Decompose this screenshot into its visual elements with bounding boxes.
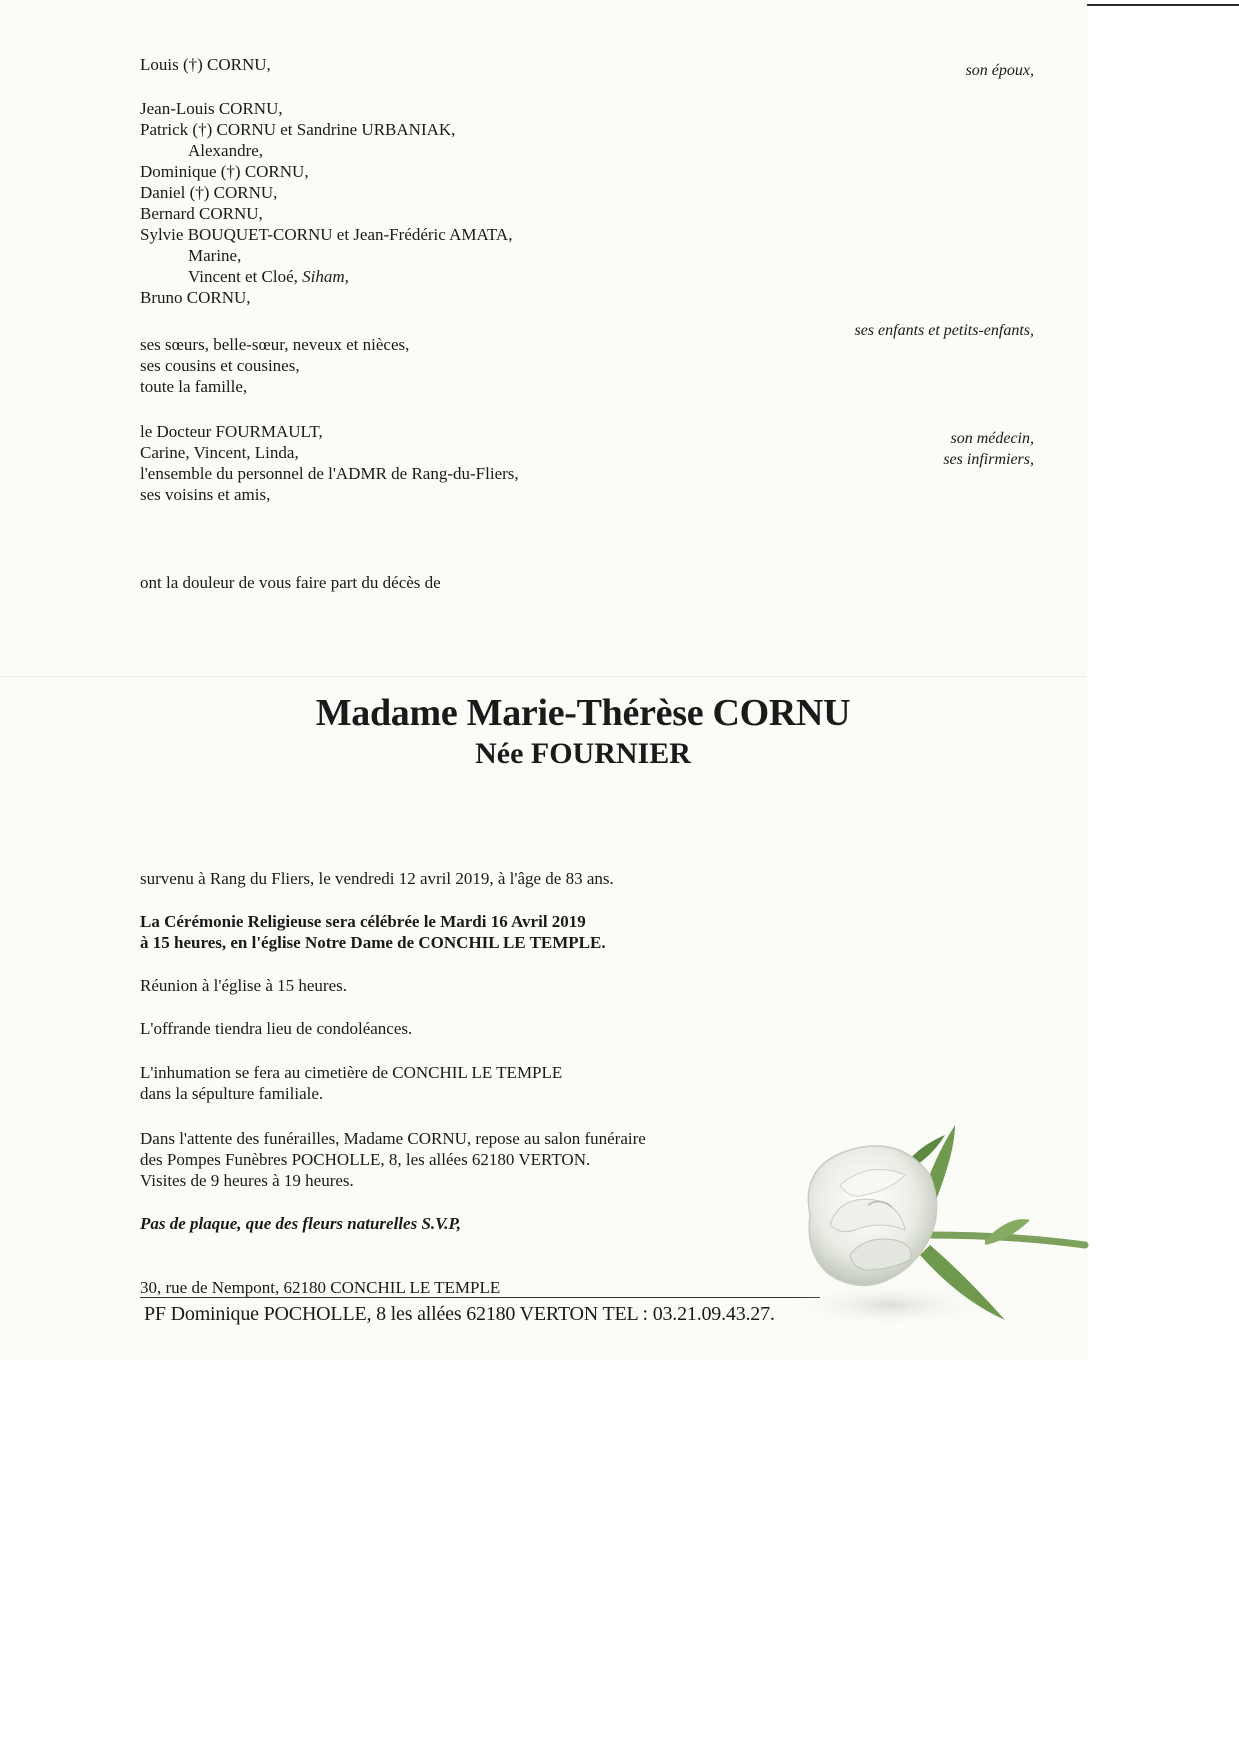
- grandchildren-names: Vincent et Cloé,: [188, 267, 298, 286]
- ceremony-line-2: à 15 heures, en l'église Notre Dame de CONCHIL LE TEMPLE.: [140, 933, 606, 952]
- funeral-home-contact: PF Dominique POCHOLLE, 8 les allées 62180 VERTON TEL : 03.21.09.43.27.: [144, 1303, 775, 1325]
- scan-edge-line: [1087, 4, 1239, 6]
- grandchild-siham: Siham,: [302, 267, 349, 286]
- line-neighbours: ses voisins et amis,: [140, 485, 271, 504]
- burial-line-2: dans la sépulture familiale.: [140, 1084, 324, 1103]
- line-spouse: Louis (†) CORNU,: [140, 55, 271, 74]
- footer-divider: [140, 1297, 820, 1298]
- line-nurses: Carine, Vincent, Linda,: [140, 443, 299, 462]
- line-child-2: Patrick (†) CORNU et Sandrine URBANIAK,: [140, 120, 456, 139]
- relation-children: ses enfants et petits-enfants,: [854, 322, 1034, 339]
- gathering-info: Réunion à l'église à 15 heures.: [140, 976, 348, 995]
- relation-nurses: ses infirmiers,: [943, 451, 1034, 468]
- line-family: toute la famille,: [140, 377, 248, 396]
- white-rose-illustration: [780, 1105, 1090, 1345]
- burial-line-1: L'inhumation se fera au cimetière de CONCHIL LE TEMPLE: [140, 1063, 563, 1082]
- line-child-4: Daniel (†) CORNU,: [140, 183, 278, 202]
- offering-info: L'offrande tiendra lieu de condoléances.: [140, 1019, 413, 1038]
- line-child-7: Bruno CORNU,: [140, 288, 251, 307]
- line-announcement: ont la douleur de vous faire part du décès de: [140, 573, 441, 592]
- line-admr: l'ensemble du personnel de l'ADMR de Rang-du-Fliers,: [140, 464, 519, 483]
- line-child-3: Dominique (†) CORNU,: [140, 162, 309, 181]
- line-doctor: le Docteur FOURMAULT,: [140, 422, 323, 441]
- line-cousins: ses cousins et cousines,: [140, 356, 300, 375]
- ceremony-line-1: La Cérémonie Religieuse sera célébrée le Mardi 16 Avril 2019: [140, 912, 586, 931]
- line-siblings: ses sœurs, belle-sœur, neveux et nièces,: [140, 335, 410, 354]
- repose-line-1: Dans l'attente des funérailles, Madame CORNU, repose au salon funéraire: [140, 1129, 646, 1148]
- relation-doctor: son médecin,: [950, 430, 1034, 447]
- repose-line-2: des Pompes Funèbres POCHOLLE, 8, les allées 62180 VERTON.: [140, 1150, 591, 1169]
- line-child-5: Bernard CORNU,: [140, 204, 263, 223]
- line-grandchild-1: Alexandre,: [188, 141, 264, 160]
- line-child-1: Jean-Louis CORNU,: [140, 99, 283, 118]
- visit-hours: Visites de 9 heures à 19 heures.: [140, 1171, 354, 1190]
- death-details: survenu à Rang du Fliers, le vendredi 12 avril 2019, à l'âge de 83 ans.: [140, 869, 614, 888]
- family-address: 30, rue de Nempont, 62180 CONCHIL LE TEMPLE: [140, 1278, 501, 1297]
- flowers-note: Pas de plaque, que des fleurs naturelles S.V.P,: [140, 1214, 461, 1233]
- deceased-name: Madame Marie-Thérèse CORNU: [315, 692, 851, 734]
- line-grandchildren-3: [188, 266, 349, 287]
- deceased-maiden-name: Née FOURNIER: [475, 737, 691, 770]
- relation-spouse: son époux,: [965, 62, 1034, 79]
- line-grandchild-2: Marine,: [188, 246, 242, 265]
- fold-line: [0, 676, 1087, 677]
- line-child-6: Sylvie BOUQUET-CORNU et Jean-Frédéric AMATA,: [140, 225, 513, 244]
